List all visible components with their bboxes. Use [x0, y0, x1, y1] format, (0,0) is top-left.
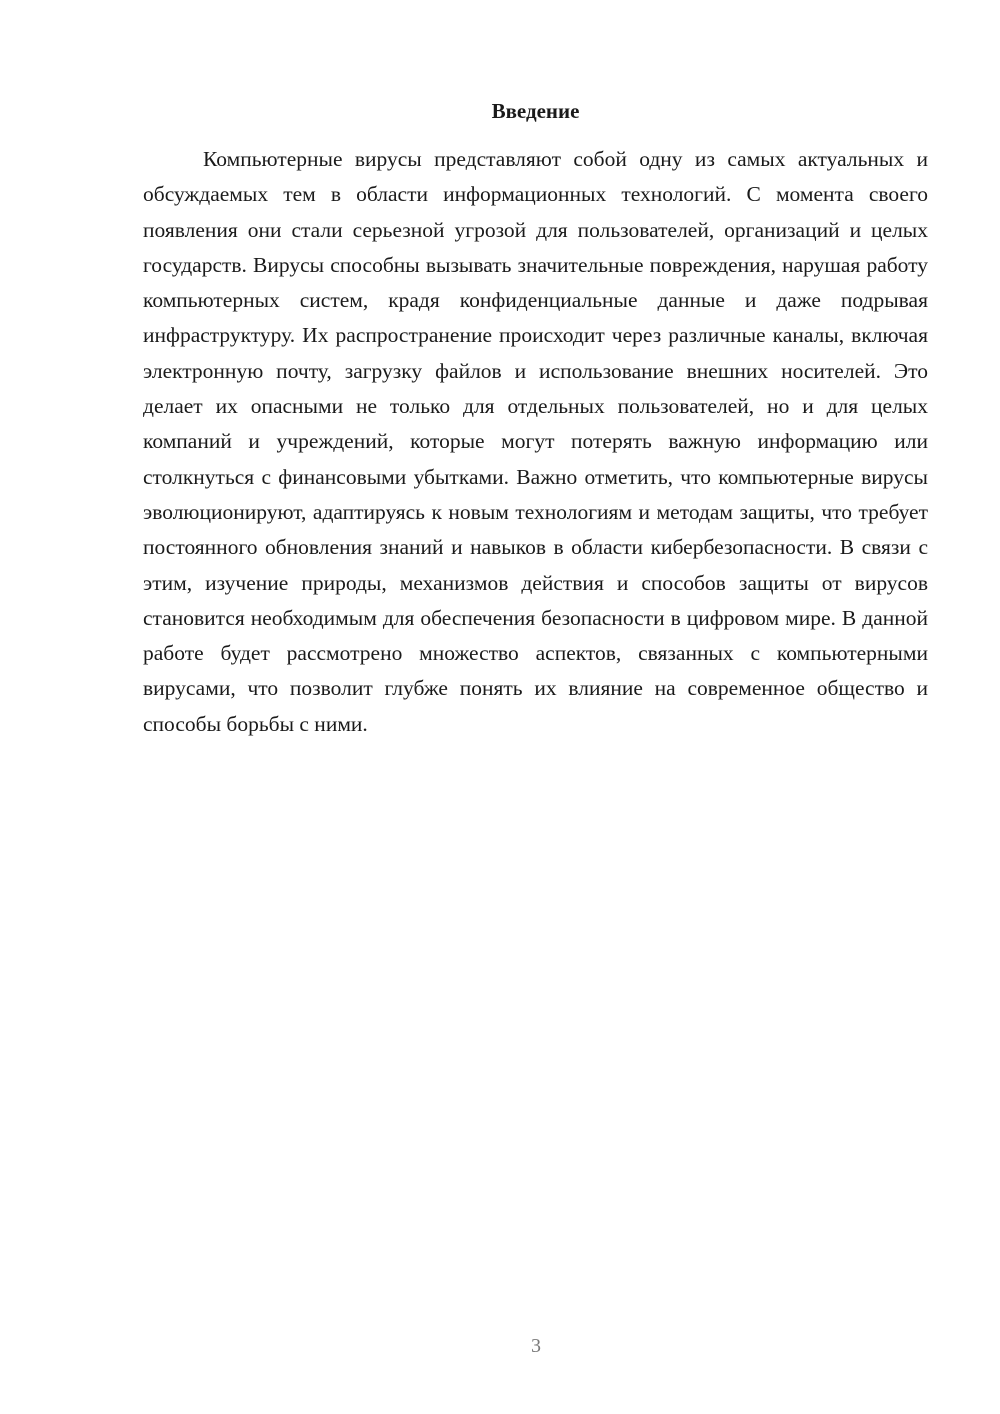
body-paragraph: Компьютерные вирусы представляют собой одну из самых актуальных и обсуждаемых тем в области информационных технологий. С момента своего появления они стали серьезной угрозой для пользователей, организаций и целых государств. Вирусы способны вызывать значительные повреждения, нарушая работу компьютерных систем, крадя конфиденциальные данные и даже подрывая инфраструктуру. Их распространение происходит через различные каналы, включая электронную почту, загрузку файлов и использование внешних носителей. Это делает их опасными не только для отдельных пользователей, но и для целых компаний и учреждений, которые могут потерять важную информацию или столкнуться с финансовыми убытками. Важно отметить, что компьютерные вирусы эволюционируют, адаптируясь к новым технологиям и методам защиты, что требует постоянного обновления знаний и навыков в области кибербезопасности. В связи с этим, изучение природы, механизмов действия и способов защиты от вирусов становится необходимым для обеспечения безопасности в цифровом мире. В данной работе будет рассмотрено множество аспектов, связанных с компьютерными вирусами, что позволит глубже понять их влияние на современное общество и способы борьбы с ними.	[143, 147, 928, 736]
section-heading: Введение	[491, 99, 580, 123]
page-number: 3	[531, 1335, 541, 1357]
